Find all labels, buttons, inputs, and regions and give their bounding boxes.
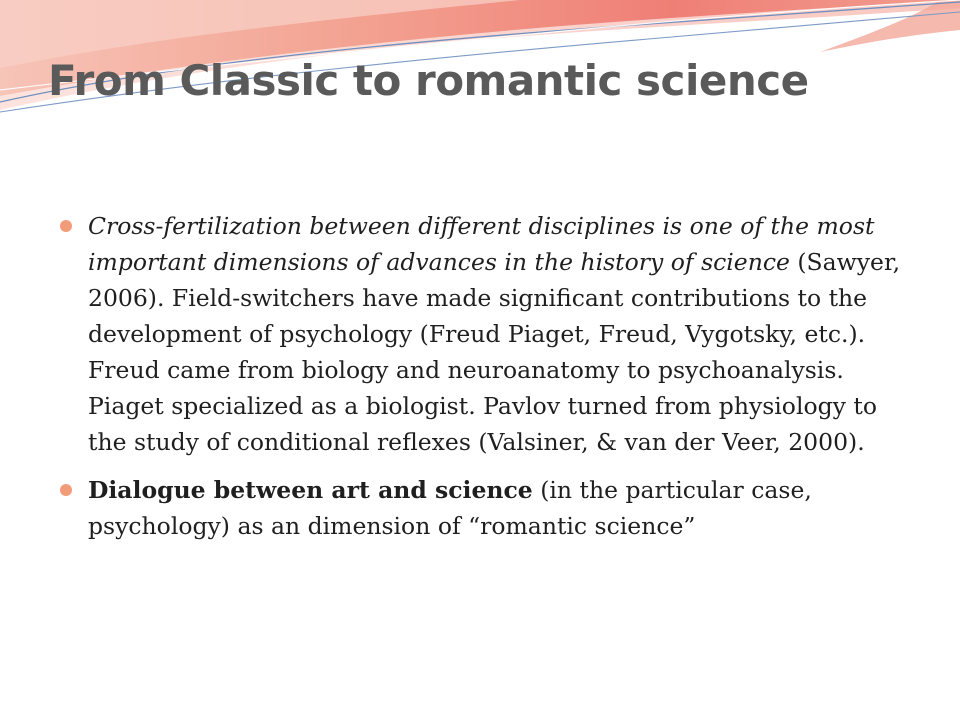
- bullet-italic-text: Cross-fertilization between different disciplines is one of the most important dimensions of advances in the history of science: [88, 212, 875, 276]
- slide-title: From Classic to romantic science: [48, 56, 809, 105]
- bullet-dot-icon: [60, 220, 72, 232]
- bullet-item: [88, 472, 918, 544]
- bullet-bold-text: Dialogue between art and science: [88, 476, 533, 504]
- bullet-text: (in the particular case, psychology) as an dimension of “romantic science”: [88, 476, 812, 540]
- bullet-item: [88, 208, 918, 460]
- bullet-dot-icon: [60, 484, 72, 496]
- bullet-list: [88, 208, 918, 556]
- bullet-text: (Sawyer, 2006). Field-switchers have made significant contributions to the development of psychology (Freud Piaget, Freud, Vygotsky, etc.). Freud came from biology and neuroanatomy to psychoanalysis. Piaget specialized as a biologist. Pavlov turned from physiology to the study of conditional reflexes (Valsiner, & van der Veer, 2000).: [88, 248, 901, 456]
